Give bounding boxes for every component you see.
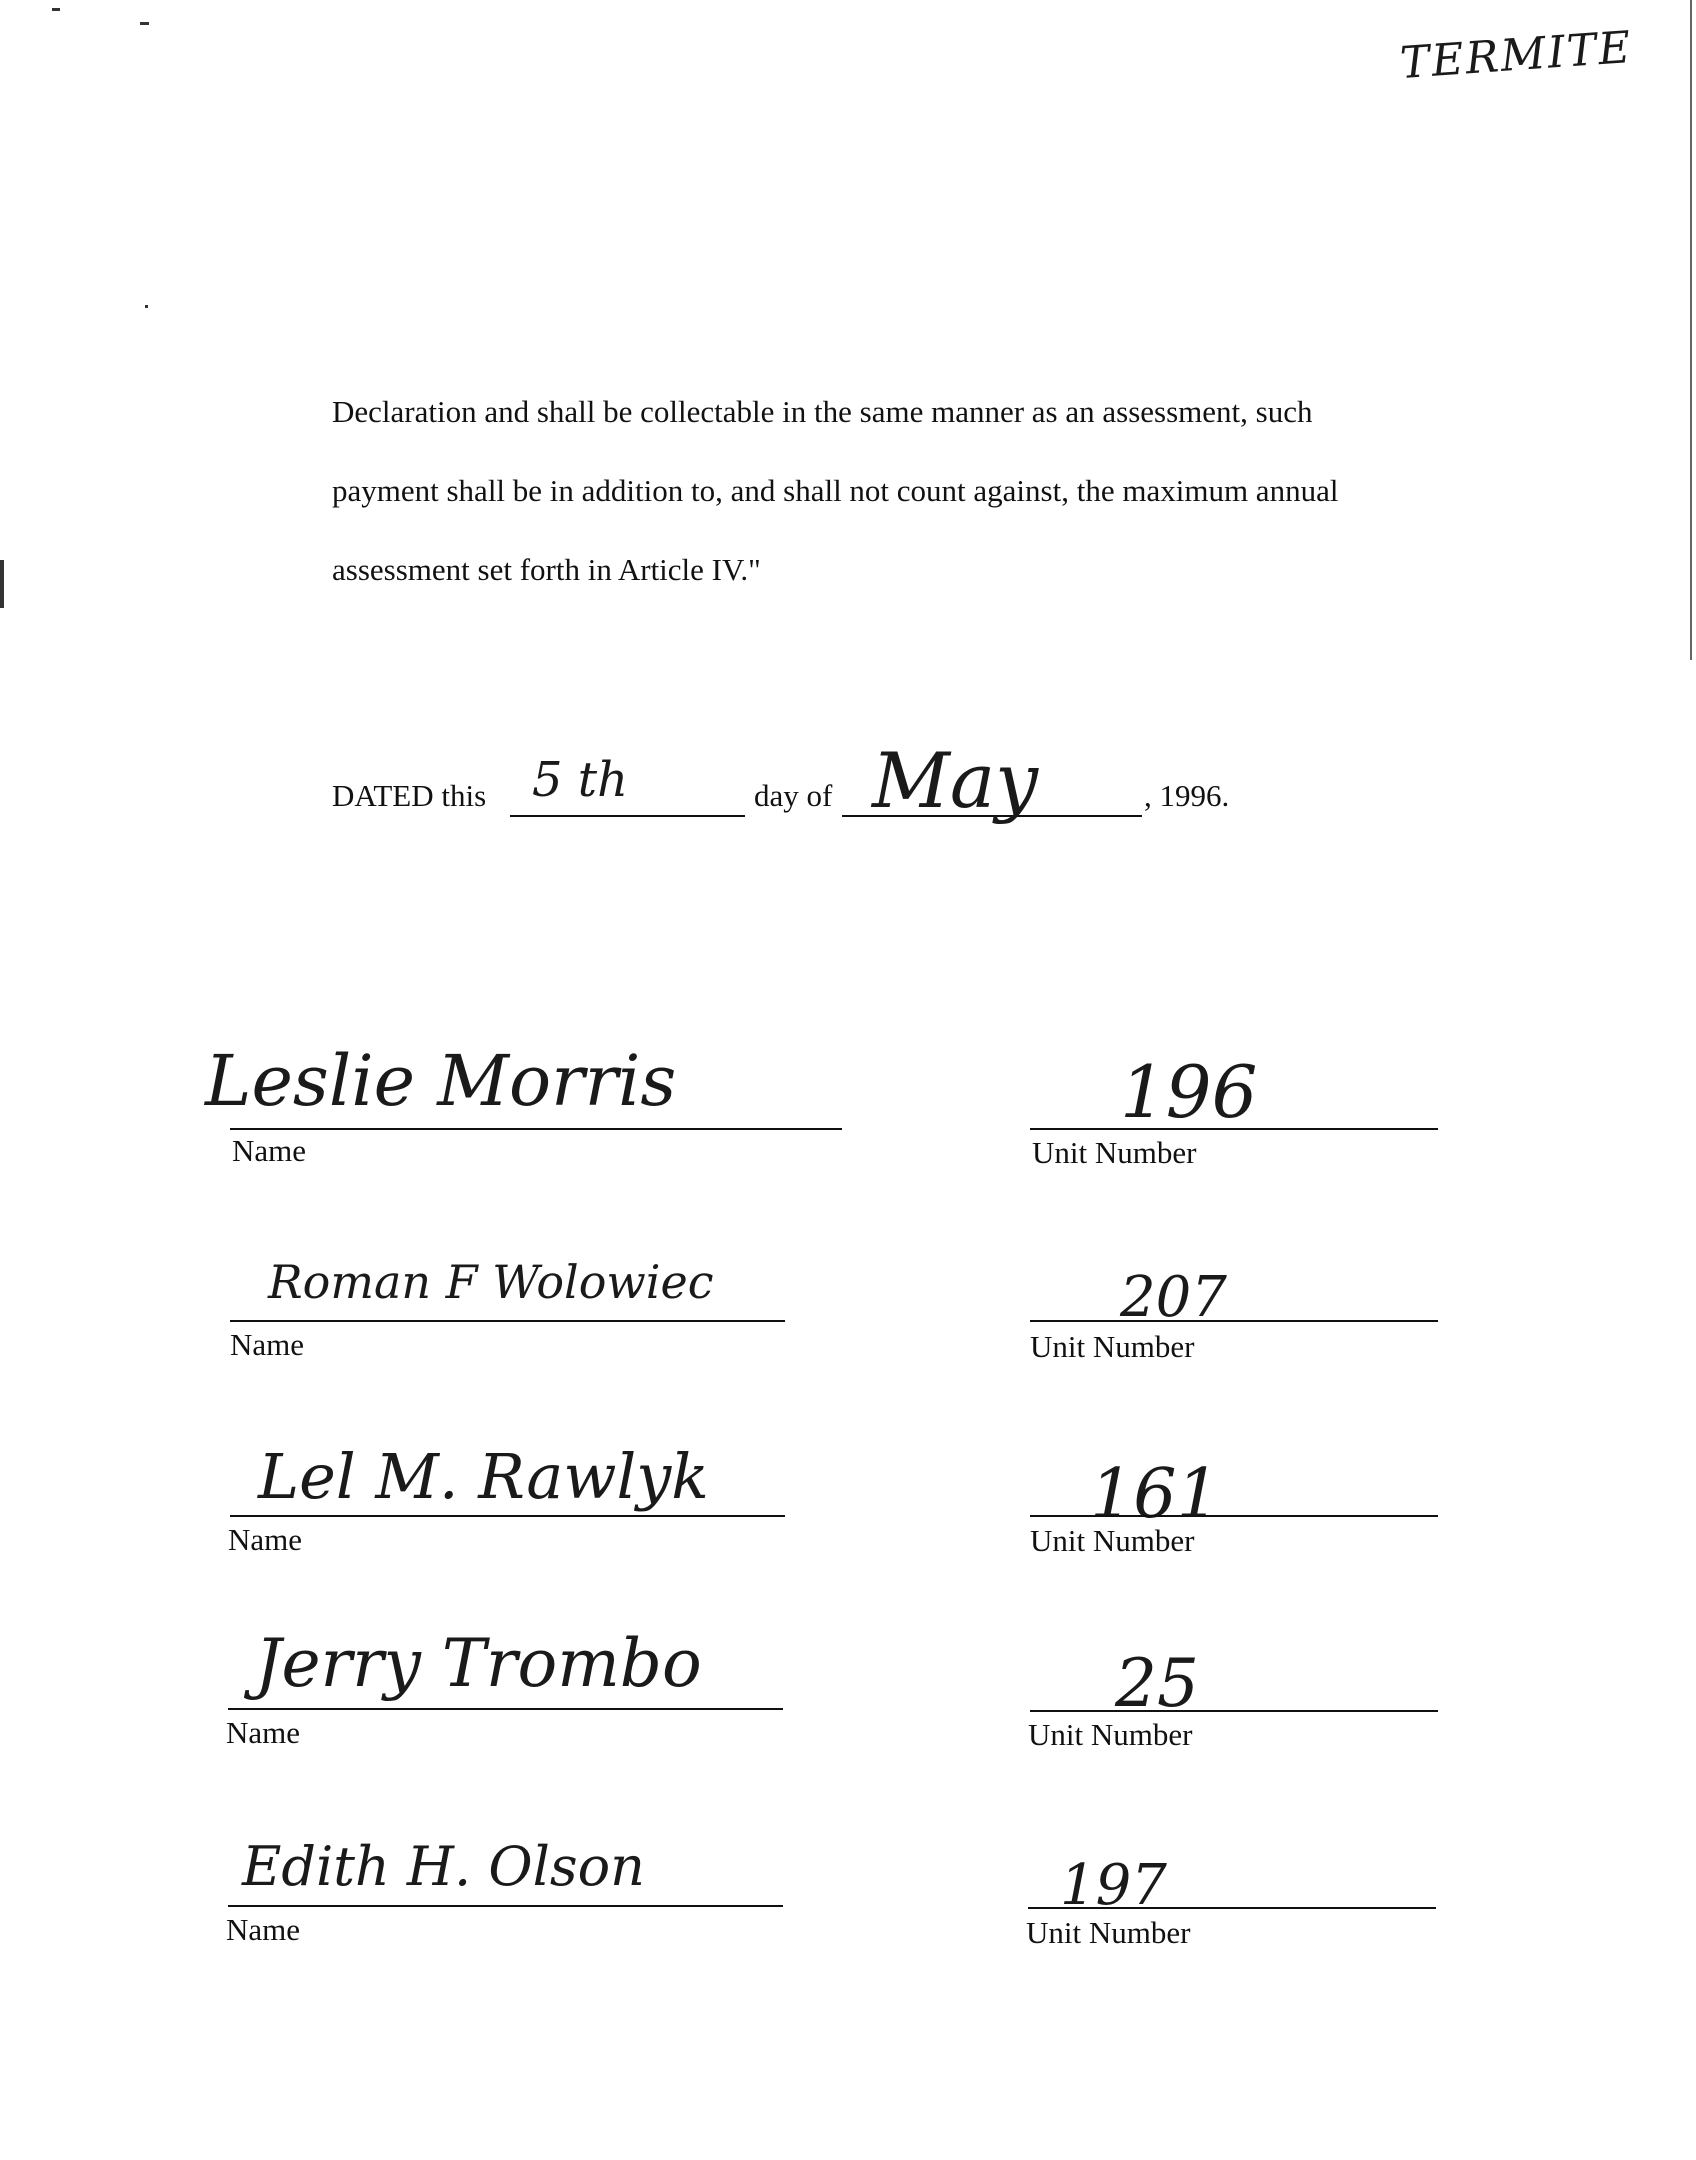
paragraph-line: payment shall be in addition to, and shall not count against, the maximum annual: [332, 473, 1339, 508]
scan-speck: [145, 305, 148, 308]
unit-number-handwritten: 196: [1120, 1050, 1258, 1134]
dated-line: [332, 736, 1282, 825]
unit-number-handwritten: 197: [1060, 1853, 1167, 1918]
declaration-paragraph: [332, 372, 1452, 609]
name-label: Name: [232, 1133, 307, 1168]
unit-number-label: Unit Number: [1026, 1915, 1191, 1950]
name-signature-line: [230, 1128, 842, 1130]
day-blank: [510, 815, 745, 817]
dated-year: , 1996.: [1144, 778, 1230, 813]
name-label: Name: [230, 1327, 305, 1362]
paragraph-line: Declaration and shall be collectable in the same manner as an assessment, such: [332, 394, 1313, 429]
dated-middle: day of: [754, 778, 833, 813]
paragraph-line: assessment set forth in Article IV.": [332, 552, 761, 587]
name-signature-line: [230, 1320, 785, 1322]
handwritten-signature: Roman F Wolowiec: [268, 1255, 714, 1309]
unit-number-label: Unit Number: [1030, 1523, 1195, 1558]
unit-number-handwritten: 207: [1120, 1265, 1227, 1330]
unit-number-handwritten: 161: [1090, 1455, 1220, 1534]
unit-number-line: [1028, 1907, 1436, 1909]
unit-number-line: [1030, 1515, 1438, 1517]
unit-number-label: Unit Number: [1028, 1717, 1193, 1752]
unit-number-handwritten: 25: [1115, 1645, 1199, 1722]
name-signature-line: [228, 1905, 783, 1907]
scan-speck: [140, 22, 149, 25]
name-signature-line: [230, 1515, 785, 1517]
corner-handwritten-note: TERMITE: [1398, 21, 1634, 90]
day-handwritten: 5 th: [532, 752, 628, 808]
unit-number-label: Unit Number: [1030, 1329, 1195, 1364]
left-edge-mark: [0, 560, 4, 608]
dated-prefix: DATED this: [332, 778, 487, 813]
month-handwritten: May: [872, 736, 1039, 825]
name-label: Name: [226, 1912, 301, 1947]
handwritten-signature: Leslie Morris: [205, 1040, 677, 1122]
scan-speck: [52, 8, 60, 11]
unit-number-line: [1030, 1320, 1438, 1322]
unit-number-label: Unit Number: [1032, 1135, 1197, 1170]
name-signature-line: [228, 1708, 783, 1710]
unit-number-line: [1030, 1128, 1438, 1130]
unit-number-line: [1030, 1710, 1438, 1712]
name-label: Name: [226, 1715, 301, 1750]
handwritten-signature: Jerry Trombo: [255, 1625, 702, 1702]
right-edge-line: [1690, 0, 1692, 660]
name-label: Name: [228, 1522, 303, 1557]
handwritten-signature: Lel M. Rawlyk: [258, 1440, 709, 1513]
handwritten-signature: Edith H. Olson: [242, 1835, 645, 1898]
